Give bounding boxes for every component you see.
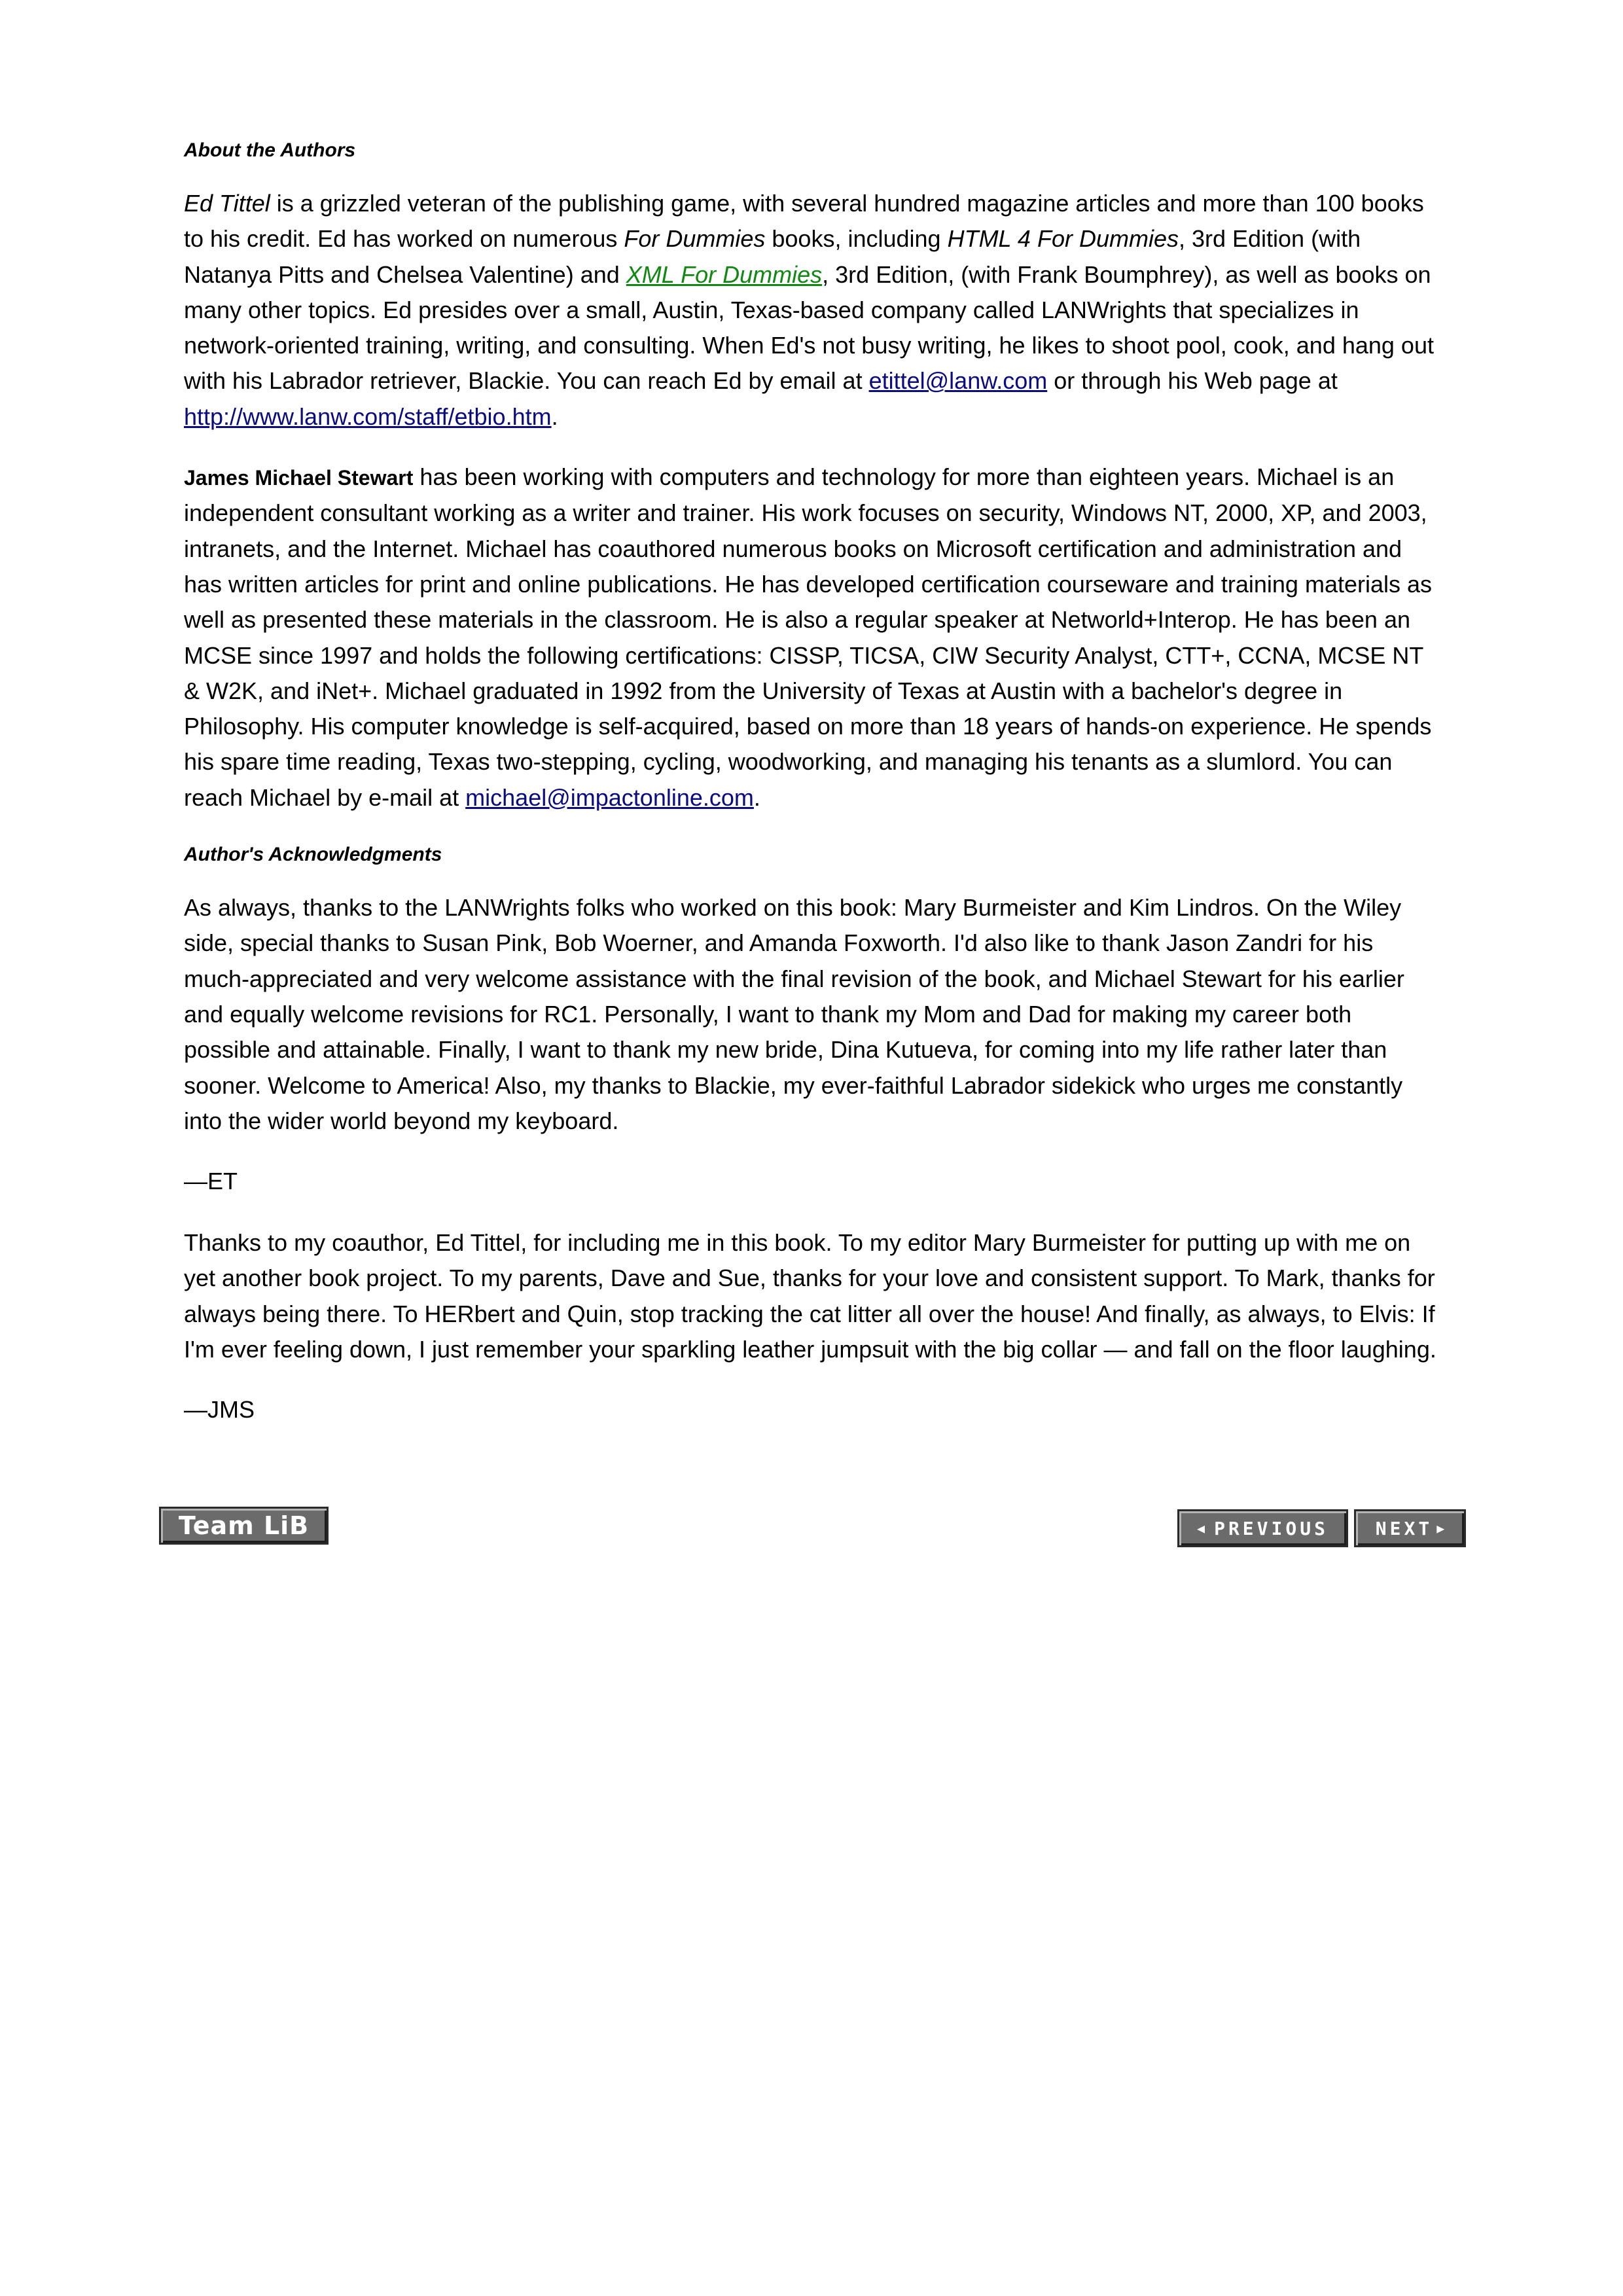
page-content: [184, 137, 1440, 1454]
jms-acknowledgment: Thanks to my coauthor, Ed Tittel, for including me in this book. To my editor Mary Burmeister for putting up with me on yet another book project. To my parents, Dave and Sue, thanks for your love and consistent support. To Mark, thanks for always being there. To HERbert and Quin, stop tracking the cat litter all over the house! And finally, as always, to Elvis: If I'm ever feeling down, I just remember your sparkling leather jumpsuit with the big collar — and fall on the floor laughing.: [184, 1229, 1436, 1363]
team-lib-label: Team LiB: [178, 1511, 310, 1540]
next-label: NEXT: [1375, 1517, 1433, 1539]
tittel-bio: [184, 186, 1440, 435]
tittel-bio-text: , 3rd Edition (with Natanya Pitts and Chelsea Valentine) and: [184, 225, 1361, 288]
navigation-bar: [159, 1507, 1466, 1549]
tittel-bio-text: .: [551, 403, 558, 430]
et-signature: —ET: [184, 1168, 238, 1195]
team-lib-button[interactable]: [159, 1507, 329, 1545]
stewart-bio-text: .: [753, 783, 760, 811]
tittel-email-link[interactable]: etittel@lanw.com: [868, 367, 1048, 395]
arrow-left-icon: ◀: [1197, 1520, 1205, 1536]
previous-label: PREVIOUS: [1214, 1517, 1329, 1539]
et-acknowledgment: As always, thanks to the LANWrights folks who worked on this book: Mary Burmeister and Kim Lindros. On the Wiley side, special thanks to Susan Pink, Bob Woerner, and Amanda Foxworth. I'd also like to thank Jason Zandri for his much-appreciated and very welcome assistance with the final revision of the book, and Michael Stewart for his earlier and equally welcome revisions for RC1. Personally, I want to thank my Mom and Dad for making my career both possible and attainable. Finally, I want to thank my new bride, Dina Kutueva, for coming into my life rather later than sooner. Welcome to America! Also, my thanks to Blackie, my ever-faithful Labrador sidekick who urges me constantly into the wider world beyond my keyboard.: [184, 894, 1404, 1134]
tittel-name: Ed Tittel: [184, 190, 270, 217]
about-authors-heading: About the Authors: [184, 139, 356, 161]
tittel-bio-text: is a grizzled veteran of the publishing game, with several hundred magazine articles and more than 100 books to his credit. Ed has worked on numerous: [184, 190, 1424, 253]
acknowledgments-heading: Author's Acknowledgments: [184, 844, 442, 866]
series-name: For Dummies: [624, 225, 766, 253]
previous-button[interactable]: [1177, 1509, 1348, 1547]
tittel-web-link[interactable]: http://www.lanw.com/staff/etbio.htm: [184, 403, 552, 430]
stewart-bio: [184, 459, 1440, 816]
arrow-right-icon: ▶: [1436, 1520, 1445, 1536]
stewart-bio-text: has been working with computers and technology for more than eighteen years. Michael is an independent consultant working as a writer and trainer. His work focuses on security, Windows NT, 2000, XP, and 2003, intranets, and the Internet. Michael has coauthored numerous books on Microsoft certification and administration and has written articles for print and online publications. He has developed certification courseware and training materials as well as presented these materials in the classroom. He is also a regular speaker at Networld+Interop. He has been an MCSE since 1997 and holds the following certifications: CISSP, TICSA, CIW Security Analyst, CTT+, CCNA, MCSE NT & W2K, and iNet+. Michael graduated in 1992 from the University of Texas at Austin with a bachelor's degree in Philosophy. His computer knowledge is self-acquired, based on more than 18 years of hands-on experience. He spends his spare time reading, Texas two-stepping, cycling, woodworking, and managing his tenants as a slumlord. You can reach Michael by e-mail at: [184, 463, 1433, 811]
tittel-bio-text: books, including: [765, 225, 948, 253]
stewart-email-link[interactable]: michael@impactonline.com: [465, 783, 754, 811]
jms-signature: —JMS: [184, 1396, 255, 1424]
tittel-bio-text: , 3rd Edition, (with Frank Boumphrey), as well as books on many other topics. Ed presides over a small, Austin, Texas-based company called LANWrights that specializes in network-oriented training, writing, and consulting. When Ed's not busy writing, he likes to shoot pool, cook, and hang out with his Labrador retriever, Blackie. You can reach Ed by email at: [184, 260, 1434, 395]
next-button[interactable]: [1354, 1509, 1466, 1547]
tittel-bio-text: or through his Web page at: [1047, 367, 1338, 395]
xml-for-dummies-link[interactable]: XML For Dummies: [626, 260, 823, 288]
stewart-name: James Michael Stewart: [184, 466, 414, 490]
html-book-title: HTML 4 For Dummies: [947, 225, 1179, 253]
